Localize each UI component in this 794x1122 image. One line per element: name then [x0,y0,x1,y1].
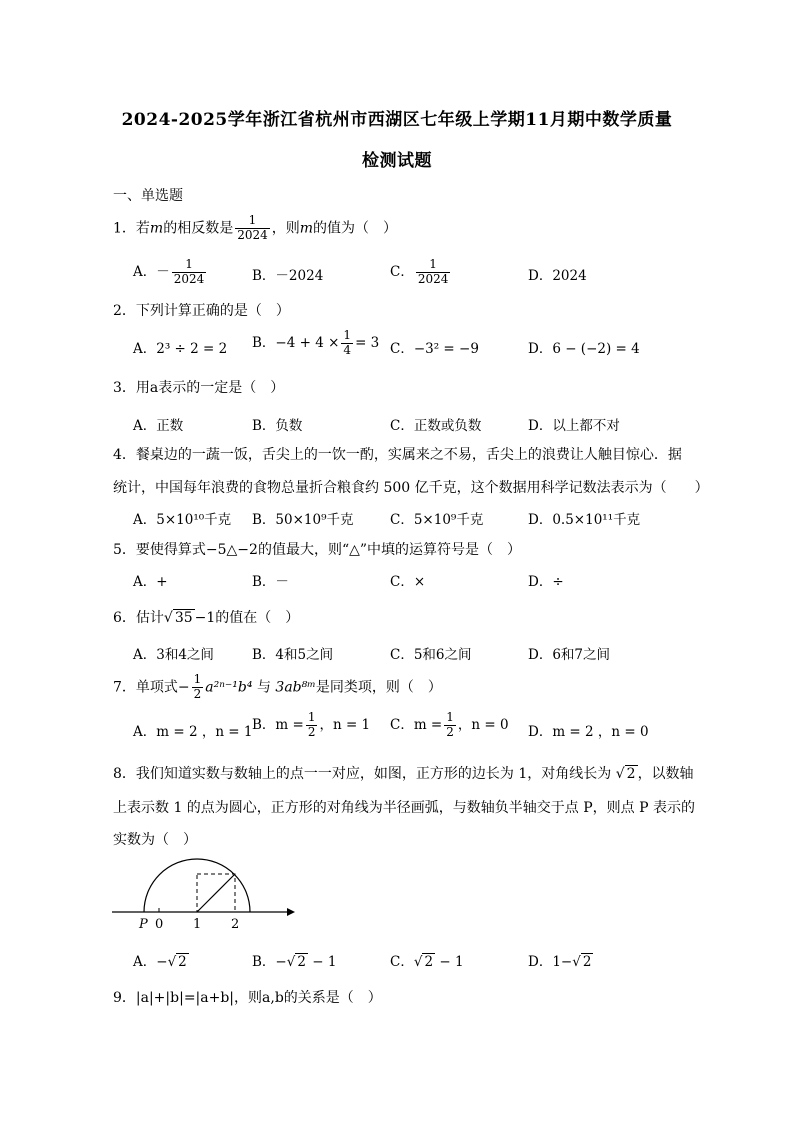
axis-arrow [287,908,295,916]
q5-option-a[interactable]: A．+ [133,574,168,590]
question-7: 7．单项式− $\frac{1}{2}$ a²ⁿ⁻¹b⁴ 与 3ab⁸ᵐ是同类项，则（ ） [113,672,442,701]
q3-option-a[interactable]: A．正数 [133,418,184,434]
question-1 [113,214,397,243]
number-line-figure [112,850,302,932]
q1-option-d[interactable]: D．2024 [528,268,587,284]
q1-option-a[interactable]: A．－ $\frac{1}{2024}$ [133,257,205,286]
question-8-line-3: 实数为（ ） [113,832,197,848]
question-2: 2．下列计算正确的是（ ） [113,303,290,319]
question-9: 9．|a|+|b|=|a+b|，则a,b的关系是（ ） [113,990,382,1006]
q1-mid: 的相反数是 [163,220,234,237]
q1-var: m [149,220,164,237]
q1-option-b[interactable]: B．－2024 [252,268,324,284]
q7-option-b[interactable]: B．m = $\frac{1}{2}$ ，n = 1 [252,710,371,739]
question-4-line-1: 4．餐桌边的一蔬一饭，舌尖上的一饮一酌，实属来之不易，舌尖上的浪费让人触目惊心．据 [113,447,682,463]
question-8-line-2: 上表示数 1 的点为圆心，正方形的对角线为半径画弧，与数轴负半轴交于点 P，则点 P 表示的 [113,800,695,816]
question-3: 3．用a表示的一定是（ ） [113,380,285,396]
q1-suffix: ，则 [271,220,300,237]
q2-option-b[interactable]: B．−4 + 4 × $\frac{1}{4}$ = 3 [252,328,380,357]
title-line-1: 2024-2025学年浙江省杭州市西湖区七年级上学期11月期中数学质量 [121,110,673,130]
q1-end: 的值为（ ） [313,220,398,237]
q5-option-d[interactable]: D．÷ [528,574,564,590]
q3-option-c[interactable]: C．正数或负数 [390,418,482,434]
title-line-2: 检测试题 [362,151,432,171]
diagonal [197,874,235,912]
question-4-line-2: 统计，中国每年浪费的食物总量折合粮食约 500 亿千克，这个数据用科学记数法表示为（ ） [113,480,709,496]
label-0: 0 [155,917,164,932]
q2-option-a[interactable]: A．2³ ÷ 2 = 2 [133,341,228,357]
label-1: 1 [193,917,202,932]
section-heading: 一、单选题 [113,188,183,204]
q8-option-b[interactable]: B．−√ 2 − 1 [252,954,337,970]
question-8-line-1: 8．我们知道实数与数轴上的点一一对应，如图，正方形的边长为 1，对角线长为 √ 2 ，以数轴 [113,766,694,782]
q8-option-a[interactable]: A．−√ 2 [133,954,187,970]
label-P: P [139,917,148,932]
question-6: 6．估计√ 35 −1的值在（ ） [113,610,300,626]
q1-fraction: $\frac{1}{2024}$ [237,213,268,242]
q7-option-a[interactable]: A．m = 2 ，n = 1 [133,724,253,740]
q4-option-d[interactable]: D．0.5×10¹¹千克 [528,512,641,528]
q4-option-a[interactable]: A．5×10¹⁰千克 [133,512,232,528]
q1-var2: m [299,220,314,237]
q2-option-d[interactable]: D．6 − (−2) = 4 [528,341,640,357]
q1-option-c[interactable]: C． $\frac{1}{2024}$ [390,257,449,286]
q7-option-d[interactable]: D．m = 2 ，n = 0 [528,724,649,740]
q3-option-d[interactable]: D．以上都不对 [528,418,620,434]
q3-option-b[interactable]: B．负数 [252,418,303,434]
label-2: 2 [231,917,240,932]
q4-option-c[interactable]: C．5×10⁹千克 [390,512,484,528]
q5-option-b[interactable]: B．－ [252,574,289,590]
q1-prefix: 1．若 [113,220,150,237]
q6-option-c[interactable]: C．5和6之间 [390,647,472,663]
q8-option-c[interactable]: C．√ 2 − 1 [390,954,464,970]
q6-option-b[interactable]: B．4和5之间 [252,647,334,663]
q4-option-b[interactable]: B．50×10⁹千克 [252,512,354,528]
q6-option-d[interactable]: D．6和7之间 [528,647,611,663]
q7-option-c[interactable]: C．m = $\frac{1}{2}$ ，n = 0 [390,710,509,739]
q8-option-d[interactable]: D．1−√ 2 [528,954,592,970]
question-5: 5．要使得算式−5△−2的值最大，则“△”中填的运算符号是（ ） [113,542,522,558]
q2-option-c[interactable]: C．−3² = −9 [390,341,479,357]
q6-option-a[interactable]: A．3和4之间 [133,647,214,663]
q5-option-c[interactable]: C．× [390,574,426,590]
